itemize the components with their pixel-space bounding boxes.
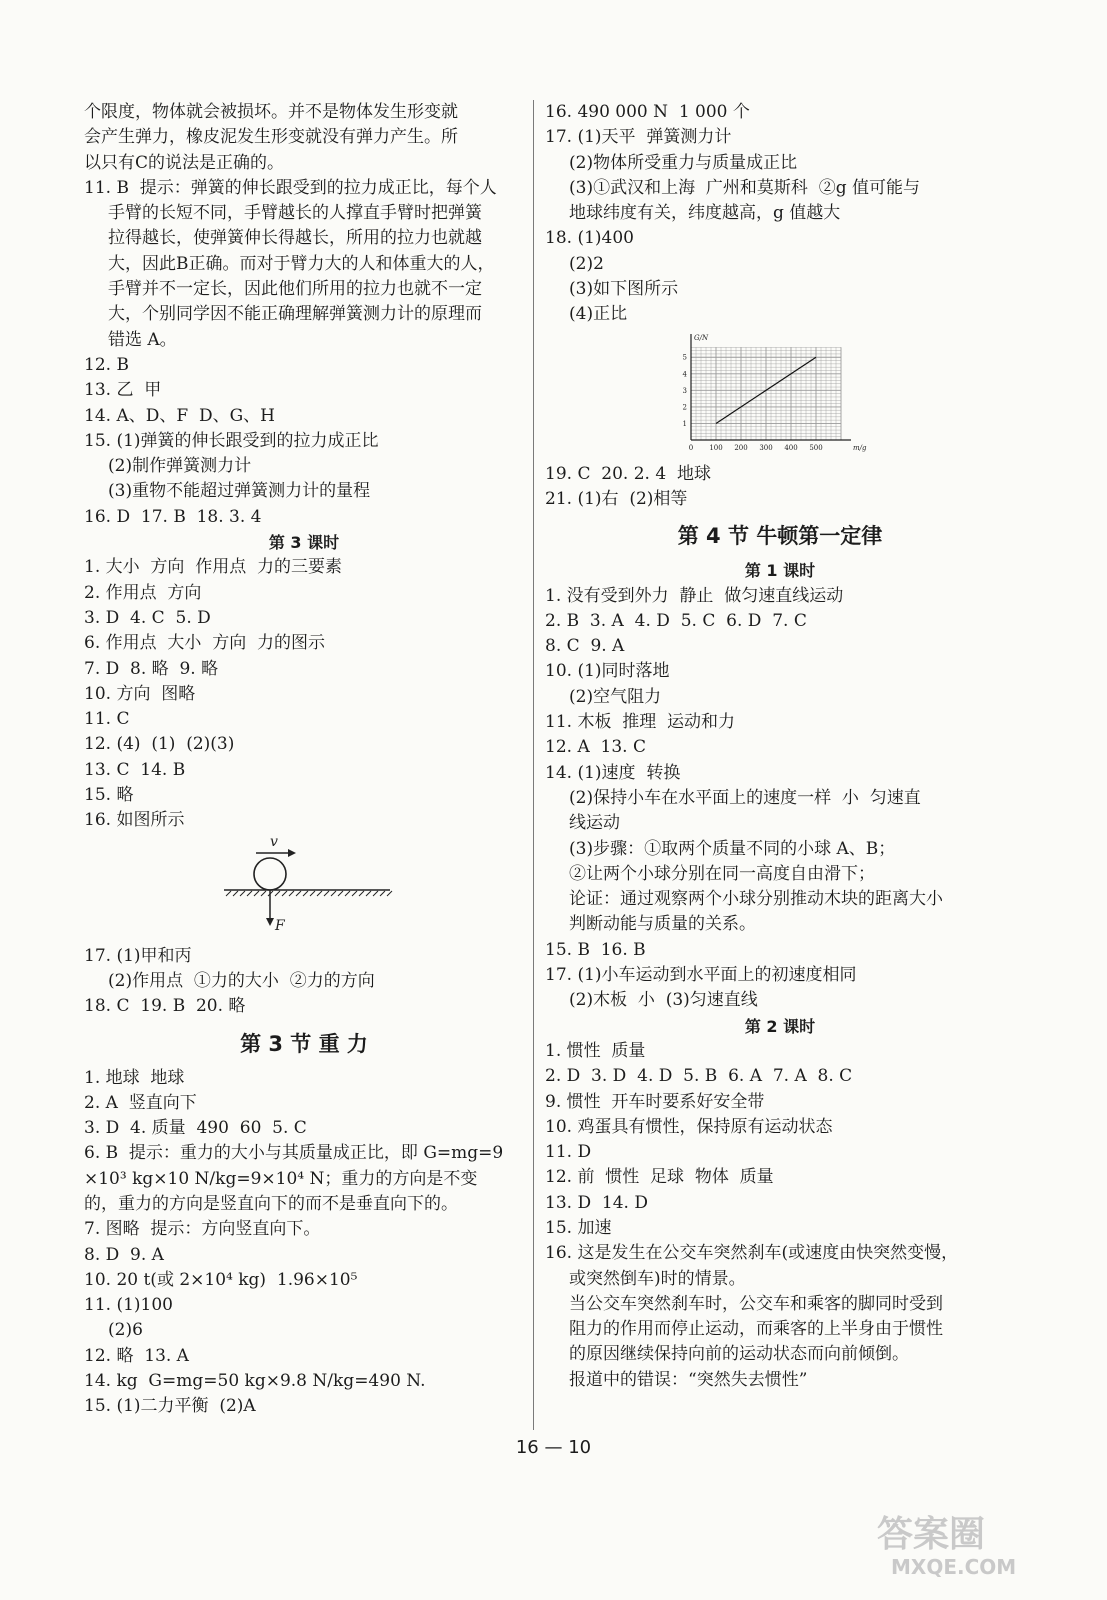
ground-hatch — [352, 891, 357, 896]
answer-line: 报道中的错误：“突然失去惯性” — [569, 1369, 808, 1390]
y-tick-label: 2 — [682, 403, 687, 412]
ground-hatch — [282, 891, 287, 896]
answer-line: 2. D 3. D 4. D 5. B 6. A 7. A 8. C — [545, 1066, 853, 1087]
x-tick-label: 500 — [809, 443, 823, 452]
answer-line: 18. (1)400 — [545, 228, 634, 249]
ground-hatch — [240, 891, 245, 896]
answer-line: 1. 没有受到外力 静止 做匀速直线运动 — [545, 585, 844, 606]
answer-line: 3. D 4. C 5. D — [84, 607, 211, 628]
x-tick-label: 200 — [734, 443, 748, 452]
answer-line: 2. 作用点 方向 — [84, 582, 202, 603]
lesson-heading: 第 2 课时 — [744, 1016, 816, 1036]
answer-line: (3)步骤：①取两个质量不同的小球 A、B； — [569, 838, 896, 859]
page-number: 16 — 10 — [515, 1437, 592, 1458]
x-tick-label: 100 — [709, 443, 723, 452]
answer-line: 1. 大小 方向 作用点 力的三要素 — [84, 557, 343, 578]
answer-line: 11. (1)100 — [84, 1295, 173, 1316]
answer-line: (2)2 — [569, 253, 604, 274]
ground-hatch — [331, 891, 336, 896]
answer-line: 11. 木板 推理 运动和力 — [545, 712, 736, 733]
answer-line: 9. 惯性 开车时要系好安全带 — [545, 1091, 765, 1112]
answer-line: ②让两个小球分别在同一高度自由滑下； — [569, 863, 875, 884]
answer-line: (2)木板 小 (3)匀速直线 — [569, 990, 758, 1011]
ground-hatch — [233, 891, 238, 896]
answer-line: (2)6 — [108, 1320, 143, 1341]
answer-line: (4)正比 — [569, 304, 628, 325]
answer-line: 大，个别同学因不能正确理解弹簧测力计的原理而 — [108, 304, 482, 325]
lesson-heading: 第 1 课时 — [744, 561, 816, 581]
ground-hatch — [366, 891, 371, 896]
answer-line: 的原因继续保持向前的运动状态而向前倾倒。 — [569, 1344, 909, 1365]
answer-line: 论证：通过观察两个小球分别推动木块的距离大小 — [569, 889, 943, 910]
answer-line: 阻力的作用而停止运动，而乘客的上半身由于惯性 — [569, 1319, 943, 1340]
lesson-heading: 第 3 课时 — [268, 533, 340, 553]
ground-hatch — [289, 891, 294, 896]
answer-line: 11. C — [84, 709, 130, 730]
left-column — [84, 100, 524, 1420]
answer-line: 15. 加速 — [545, 1217, 612, 1238]
answer-line: (3)①武汉和上海 广州和莫斯科 ②g 值可能与 — [569, 177, 920, 198]
ground-hatch — [310, 891, 315, 896]
answer-line: 16. D 17. B 18. 3. 4 — [84, 506, 262, 527]
answer-line: 线运动 — [569, 813, 620, 834]
ground-hatch — [359, 891, 364, 896]
answer-line: 拉得越长，使弹簧伸长得越长，所用的拉力也就越 — [108, 228, 482, 249]
answer-line: 15. (1)弹簧的伸长跟受到的拉力成正比 — [84, 430, 379, 451]
ground-hatch — [275, 891, 280, 896]
answer-line: 12. (4) (1) (2)(3) — [84, 734, 235, 755]
answer-line: (3)重物不能超过弹簧测力计的量程 — [108, 481, 371, 502]
answer-line: 6. B 提示：重力的大小与其质量成正比，即 G=mg=9 — [84, 1143, 504, 1164]
answer-line: 19. C 20. 2. 4 地球 — [545, 463, 711, 484]
section-heading: 第 3 节 重 力 — [240, 1031, 368, 1056]
graph-grid — [691, 347, 841, 440]
answer-line: 以只有C的说法是正确的。 — [84, 152, 285, 173]
answer-line: 或突然倒车)时的情景。 — [569, 1268, 746, 1289]
answer-line: (3)如下图所示 — [569, 279, 679, 300]
answer-line: (2)作用点 ①力的大小 ②力的方向 — [108, 970, 375, 991]
answer-line: 1. 地球 地球 — [84, 1067, 185, 1088]
svg-text:MXQE.COM: MXQE.COM — [891, 1555, 1017, 1579]
velocity-label: v — [270, 833, 278, 850]
answer-line: 14. A、D、F D、G、H — [84, 405, 275, 426]
answer-line: 8. D 9. A — [84, 1244, 164, 1265]
answer-line: (2)空气阻力 — [569, 686, 662, 707]
ground-hatch — [338, 891, 343, 896]
answer-line: 16. 这是发生在公交车突然刹车(或速度由快突然变慢， — [545, 1243, 959, 1264]
y-tick-label: 5 — [682, 353, 687, 362]
force-label: F — [275, 917, 285, 934]
ground-hatch — [380, 891, 385, 896]
watermark-logo — [869, 1502, 1079, 1582]
ground-hatch — [254, 891, 259, 896]
answer-line: 13. C 14. B — [84, 759, 186, 780]
ground-hatch — [373, 891, 378, 896]
y-tick-label: 1 — [682, 419, 687, 428]
answer-line: 个限度，物体就会被损坏。并不是物体发生形变就 — [84, 102, 458, 122]
answer-line: 1. 惯性 质量 — [545, 1040, 646, 1061]
answer-line: 10. (1)同时落地 — [545, 661, 670, 682]
ground-hatch — [303, 891, 308, 896]
ground-hatch — [324, 891, 329, 896]
answer-line: 10. 20 t(或 2×10⁴ kg) 1.96×10⁵ — [84, 1269, 358, 1290]
answer-line: ×10³ kg×10 N/kg=9×10⁴ N；重力的方向是不变 — [84, 1168, 478, 1189]
answer-line: 手臂并不一定长，因此他们所用的拉力也就不一定 — [108, 279, 482, 300]
answer-line: 8. C 9. A — [545, 636, 625, 657]
ground-hatch — [261, 891, 266, 896]
answer-line: 17. (1)甲和丙 — [84, 945, 192, 966]
answer-line: 18. C 19. B 20. 略 — [84, 996, 246, 1017]
answer-line: 12. 略 13. A — [84, 1345, 189, 1366]
velocity-arrowhead — [288, 849, 296, 857]
answer-line: 地球纬度有关，纬度越高，g 值越大 — [569, 203, 841, 224]
answer-line: 14. kg G=mg=50 kg×9.8 N/kg=490 N. — [84, 1371, 426, 1392]
answer-line: 11. D — [545, 1142, 592, 1163]
answer-line: 21. (1)右 (2)相等 — [545, 488, 688, 509]
answer-line: 7. D 8. 略 9. 略 — [84, 658, 219, 679]
y-axis-label: G/N — [694, 333, 709, 342]
answer-line: 17. (1)小车运动到水平面上的初速度相同 — [545, 965, 857, 986]
answer-line: 10. 方向 图略 — [84, 683, 196, 704]
answer-line: 11. B 提示：弹簧的伸长跟受到的拉力成正比，每个人 — [84, 177, 497, 198]
answer-line: 15. 略 — [84, 785, 134, 806]
answer-line: 13. 乙 甲 — [84, 380, 162, 401]
answer-line: 16. 490 000 N 1 000 个 — [545, 102, 750, 122]
ground-hatch — [387, 891, 392, 896]
answer-line: 15. (1)二力平衡 (2)A — [84, 1396, 256, 1417]
ball-force-figure — [84, 834, 504, 944]
section-heading: 第 4 节 牛顿第一定律 — [677, 524, 883, 549]
answer-line: 2. A 竖直向下 — [84, 1092, 197, 1113]
answer-line: (2)制作弹簧测力计 — [108, 456, 252, 477]
answer-line: 12. 前 惯性 足球 物体 质量 — [545, 1167, 774, 1188]
answer-line: 15. B 16. B — [545, 939, 646, 960]
svg-text:答案圈: 答案圈 — [877, 1514, 986, 1555]
column-divider — [533, 100, 534, 1430]
ground-hatch — [317, 891, 322, 896]
ground-hatch — [345, 891, 350, 896]
answer-line: 会产生弹力，橡皮泥发生形变就没有弹力产生。所 — [84, 127, 458, 148]
ground-hatch — [226, 891, 231, 896]
answer-line: 14. (1)速度 转换 — [545, 762, 681, 783]
answer-line: 12. B — [84, 354, 129, 375]
answer-line: 手臂的长短不同，手臂越长的人撑直手臂时把弹簧 — [108, 203, 482, 224]
answer-line: 7. 图略 提示：方向竖直向下。 — [84, 1219, 321, 1240]
ground-hatch — [247, 891, 252, 896]
answer-line: 3. D 4. 质量 490 60 5. C — [84, 1118, 307, 1139]
answer-line: 12. A 13. C — [545, 737, 646, 758]
x-tick-label: 0 — [688, 443, 694, 452]
answer-line: 6. 作用点 大小 方向 力的图示 — [84, 633, 326, 654]
x-tick-label: 400 — [784, 443, 798, 452]
right-column — [545, 100, 1015, 1393]
answer-line: 错选 A。 — [108, 329, 177, 350]
answer-line: 的，重力的方向是竖直向下的而不是垂直向下的。 — [84, 1193, 458, 1214]
answer-line: 10. 鸡蛋具有惯性，保持原有运动状态 — [545, 1116, 833, 1137]
force-arrowhead — [266, 918, 274, 926]
y-tick-label: 3 — [682, 386, 687, 395]
answer-line: 16. 如图所示 — [84, 810, 185, 831]
ground-hatch — [296, 891, 301, 896]
answer-line: 大，因此B正确。而对于臂力大的人和体重大的人， — [108, 253, 495, 274]
answer-line: 2. B 3. A 4. D 5. C 6. D 7. C — [545, 610, 807, 631]
x-tick-label: 300 — [759, 443, 773, 452]
answer-line: (2)保持小车在水平面上的速度一样 小 匀速直 — [569, 787, 921, 808]
x-axis-label: m/g — [853, 443, 867, 452]
answer-line: (2)物体所受重力与质量成正比 — [569, 152, 798, 173]
answer-line: 17. (1)天平 弹簧测力计 — [545, 127, 732, 148]
answer-line: 13. D 14. D — [545, 1192, 648, 1213]
g-m-graph — [545, 328, 1015, 462]
answer-line: 当公交车突然刹车时，公交车和乘客的脚同时受到 — [569, 1293, 943, 1314]
answer-line: 判断动能与质量的关系。 — [569, 914, 756, 935]
y-tick-label: 4 — [682, 369, 687, 378]
ball — [254, 858, 286, 890]
